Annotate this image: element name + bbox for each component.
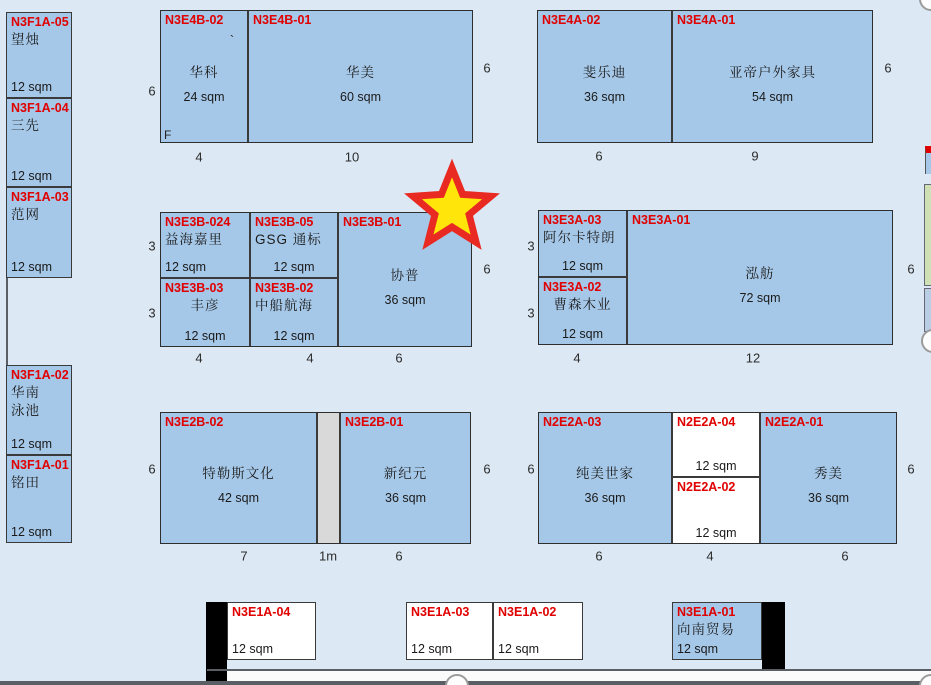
booth-size: 12 sqm <box>11 259 52 274</box>
dimension-label: 3 <box>148 305 156 321</box>
booth-name: 向南贸易 <box>677 621 735 637</box>
booth-name: 华南 <box>11 384 40 400</box>
booth-N3E4A-01[interactable] <box>672 10 873 143</box>
booth-size: 12 sqm <box>165 259 206 274</box>
booth-size: 12 sqm <box>11 436 52 451</box>
booth-N3E3A-02[interactable] <box>538 277 627 345</box>
booth-N3F1A-01[interactable] <box>6 455 72 543</box>
booth-N3E3B-05[interactable] <box>250 212 338 278</box>
booth-name: 铭田 <box>11 474 40 490</box>
booth-code: N2E2A-02 <box>677 480 736 494</box>
booth-name: 亚帝户外家具 <box>729 64 816 80</box>
booth-N3E3B-01[interactable] <box>338 212 472 347</box>
dimension-label: 6 <box>483 60 491 76</box>
dimension-label: 6 <box>595 148 603 164</box>
partial-booth-label-right-edge <box>925 146 931 174</box>
dimension-label: 6 <box>841 548 849 564</box>
booth-name: 特勒斯文化 <box>202 466 275 482</box>
booth-code: N2E2A-03 <box>543 415 602 429</box>
booth-N3E1A-04[interactable] <box>227 602 316 660</box>
booth-code: N3E3B-024 <box>165 215 231 229</box>
booth-size: 12 sqm <box>11 524 52 539</box>
booth-name: GSG 通标 <box>255 231 322 247</box>
booth-size: 12 sqm <box>11 168 52 183</box>
booth-code: N3E1A-04 <box>232 605 291 619</box>
booth-code: N3E4B-01 <box>253 13 312 27</box>
dimension-label: 6 <box>907 261 915 277</box>
aisle-strip <box>317 412 340 544</box>
booth-name: 斐乐迪 <box>582 64 627 80</box>
partial-green-booth-right-edge <box>924 184 931 286</box>
booth-code: N3E3B-02 <box>255 281 314 295</box>
booth-code: N3F1A-05 <box>11 15 69 29</box>
dimension-label: 6 <box>148 461 156 477</box>
booth-N3F1A-02[interactable] <box>6 365 72 455</box>
booth-code: N3E3A-03 <box>543 213 602 227</box>
booth-name: 中船航海 <box>255 297 313 313</box>
booth-code: N3E1A-03 <box>411 605 470 619</box>
booth-name: 望烛 <box>11 31 40 47</box>
booth-name: 三先 <box>11 117 40 133</box>
booth-size: 12 sqm <box>695 525 737 540</box>
booth-name: 秀美 <box>814 466 843 482</box>
booth-code: N3F1A-04 <box>11 101 69 115</box>
booth-size: 12 sqm <box>562 326 603 341</box>
booth-name: 益海嘉里 <box>165 231 223 247</box>
booth-N3E3B-024[interactable] <box>160 212 250 278</box>
dimension-label: 6 <box>527 461 535 477</box>
crop-handle-right-middle[interactable] <box>921 329 931 353</box>
booth-N3E3A-01[interactable] <box>627 210 893 345</box>
dimension-label: 4 <box>195 149 203 165</box>
booth-code: N3E4A-02 <box>542 13 601 27</box>
booth-name: 华美 <box>346 64 375 80</box>
booth-size: 24 sqm <box>183 89 225 104</box>
booth-size: 12 sqm <box>232 641 273 656</box>
booth-name: 泳池 <box>11 403 40 419</box>
dimension-label: 3 <box>527 238 535 254</box>
booth-code: N3E1A-02 <box>498 605 557 619</box>
booth-N3F1A-04[interactable] <box>6 98 72 187</box>
booth-code: N3E4B-02 <box>165 13 224 27</box>
dimension-label: 6 <box>483 261 491 277</box>
booth-code: N3F1A-02 <box>11 368 69 382</box>
booth-name: 纯美世家 <box>576 466 634 482</box>
booth-code: N3E3A-02 <box>543 280 602 294</box>
dimension-label: 6 <box>884 60 892 76</box>
booth-N3E4B-02[interactable] <box>160 10 248 143</box>
dimension-label: 9 <box>751 148 759 164</box>
booth-size: 12 sqm <box>695 458 737 473</box>
booth-N2E2A-04[interactable] <box>672 412 760 477</box>
booth-N3E2B-02[interactable] <box>160 412 317 544</box>
dimension-label: 6 <box>395 350 403 366</box>
dimension-label: 6 <box>148 83 156 99</box>
booth-size: 12 sqm <box>562 258 603 273</box>
dimension-label: 6 <box>595 548 603 564</box>
booth-size: 12 sqm <box>273 328 315 343</box>
booth-N3E3B-03[interactable] <box>160 278 250 347</box>
booth-N3E4A-02[interactable] <box>537 10 672 143</box>
booth-N2E2A-03[interactable] <box>538 412 672 544</box>
booth-N2E2A-01[interactable] <box>760 412 897 544</box>
booth-size: 72 sqm <box>739 290 781 305</box>
booth-N3F1A-03[interactable] <box>6 187 72 278</box>
partial-blue-booth-right-edge <box>924 288 931 332</box>
booth-N3E4B-01[interactable] <box>248 10 473 143</box>
booth-size: 36 sqm <box>384 292 426 307</box>
left-column-connector-line <box>6 278 8 365</box>
booth-code: N3E4A-01 <box>677 13 736 27</box>
booth-N3E1A-01[interactable] <box>672 602 762 660</box>
booth-size: 60 sqm <box>340 89 381 104</box>
booth-size: 12 sqm <box>411 641 452 656</box>
dimension-label: 6 <box>395 548 403 564</box>
booth-code: N3F1A-01 <box>11 458 69 472</box>
booth-code: N2E2A-01 <box>765 415 824 429</box>
booth-code: N3E3A-01 <box>632 213 691 227</box>
booth-name: 新纪元 <box>383 466 428 482</box>
dimension-label: 4 <box>706 548 714 564</box>
dimension-label: 4 <box>573 350 581 366</box>
booth-N3E1A-02[interactable] <box>493 602 583 660</box>
booth-N3E3B-02[interactable] <box>250 278 338 347</box>
booth-code: N3E1A-01 <box>677 605 736 619</box>
booth-N3F1A-05[interactable] <box>6 12 72 98</box>
booth-size: 12 sqm <box>11 79 52 94</box>
booth-size: 12 sqm <box>184 328 226 343</box>
booth-name: 协普 <box>390 267 420 283</box>
dimension-label: 6 <box>907 461 915 477</box>
booth-code: N3E2B-01 <box>345 415 404 429</box>
booth-size: 12 sqm <box>677 641 718 656</box>
booth-code: N3E2B-02 <box>165 415 224 429</box>
booth-size: 36 sqm <box>385 491 426 506</box>
booth-N3E2B-01[interactable] <box>340 412 471 544</box>
booth-N3E3A-03[interactable] <box>538 210 627 277</box>
booth-name: 范网 <box>11 206 40 222</box>
dimension-label: 10 <box>344 149 360 165</box>
dimension-label: ` <box>229 32 235 48</box>
booth-size: 36 sqm <box>584 89 625 104</box>
booth-size: 36 sqm <box>808 491 849 506</box>
booth-name: 泓舫 <box>745 265 775 281</box>
booth-size: 54 sqm <box>752 89 793 104</box>
booth-code: N3E3B-05 <box>255 215 314 229</box>
dimension-label: 3 <box>148 238 156 254</box>
booth-code: N3E3B-03 <box>165 281 224 295</box>
dimension-label: 12 <box>745 350 761 366</box>
booth-size: 12 sqm <box>273 259 315 274</box>
booth-name: 丰彦 <box>190 297 220 313</box>
booth-code: N3F1A-03 <box>11 190 69 204</box>
dimension-label: 6 <box>483 461 491 477</box>
corner-mark: F <box>164 128 172 142</box>
dimension-label: 4 <box>306 350 314 366</box>
booth-name: 曹森木业 <box>553 296 612 312</box>
dimension-label: 4 <box>195 350 203 366</box>
crop-handle-top-right[interactable] <box>919 0 931 11</box>
dimension-label: 7 <box>240 548 248 564</box>
dimension-label: 1m <box>318 548 338 564</box>
booth-N3E1A-03[interactable] <box>406 602 493 660</box>
booth-name: 阿尔卡特朗 <box>543 229 616 245</box>
booth-size: 42 sqm <box>218 491 259 506</box>
dimension-label: 3 <box>527 305 535 321</box>
booth-size: 36 sqm <box>584 491 626 506</box>
booth-code: N2E2A-04 <box>677 415 736 429</box>
booth-code: N3E3B-01 <box>343 215 402 229</box>
booth-N2E2A-02[interactable] <box>672 477 760 544</box>
booth-size: 12 sqm <box>498 641 539 656</box>
booth-name: 华科 <box>189 64 219 80</box>
